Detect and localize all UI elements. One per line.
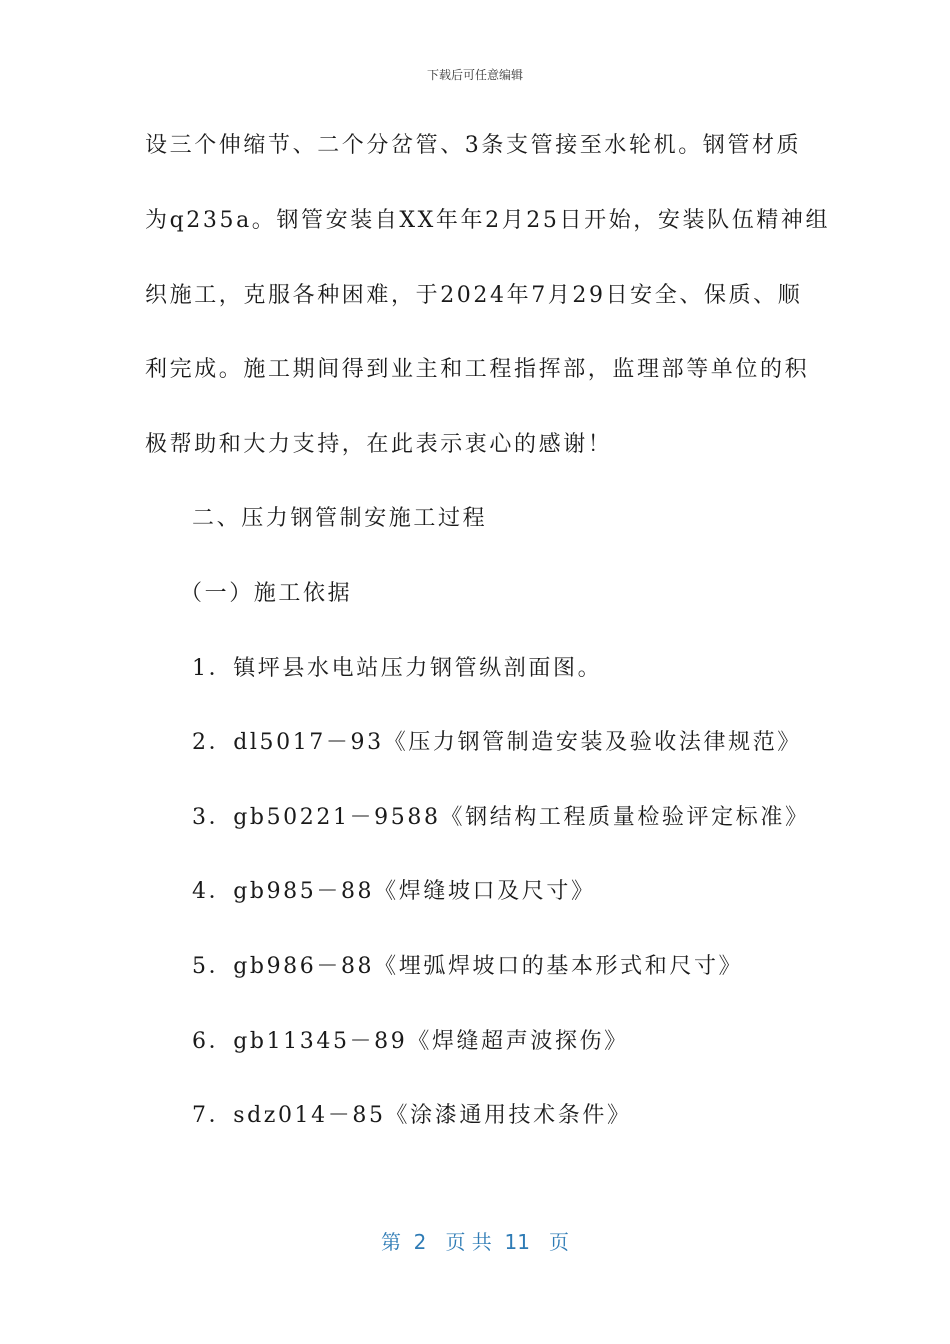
section-heading: 二、压力钢管制安施工过程 — [192, 506, 488, 531]
list-item: 2．dl5017－93《压力钢管制造安装及验收法律规范》 — [192, 730, 802, 755]
paragraph-line: 为q235a。钢管安装自XX年年2月25日开始，安装队伍精神组 — [145, 208, 831, 233]
header-note: 下载后可任意编辑 — [426, 68, 523, 82]
list-item: 3．gb50221－9588《钢结构工程质量检验评定标准》 — [192, 805, 810, 830]
paragraph-line: 织施工，克服各种困难，于2024年7月29日安全、保质、顺 — [145, 283, 803, 308]
list-item: 6．gb11345－89《焊缝超声波探伤》 — [192, 1029, 629, 1054]
page-footer: 第 2 页 共 11 页 — [380, 1230, 570, 1254]
paragraph-line: 利完成。施工期间得到业主和工程指挥部，监理部等单位的积 — [145, 357, 810, 382]
subsection-heading: （一）施工依据 — [180, 581, 353, 606]
list-item: 5．gb986－88《埋弧焊坡口的基本形式和尺寸》 — [192, 954, 744, 979]
list-item: 4．gb985－88《焊缝坡口及尺寸》 — [192, 879, 596, 904]
paragraph-line: 设三个伸缩节、二个分岔管、3条支管接至水轮机。钢管材质 — [145, 133, 802, 158]
list-item: 1．镇坪县水电站压力钢管纵剖面图。 — [192, 656, 603, 681]
list-item: 7．sdz014－85《涂漆通用技术条件》 — [192, 1103, 632, 1128]
paragraph-line: 极帮助和大力支持，在此表示衷心的感谢！ — [145, 432, 613, 457]
